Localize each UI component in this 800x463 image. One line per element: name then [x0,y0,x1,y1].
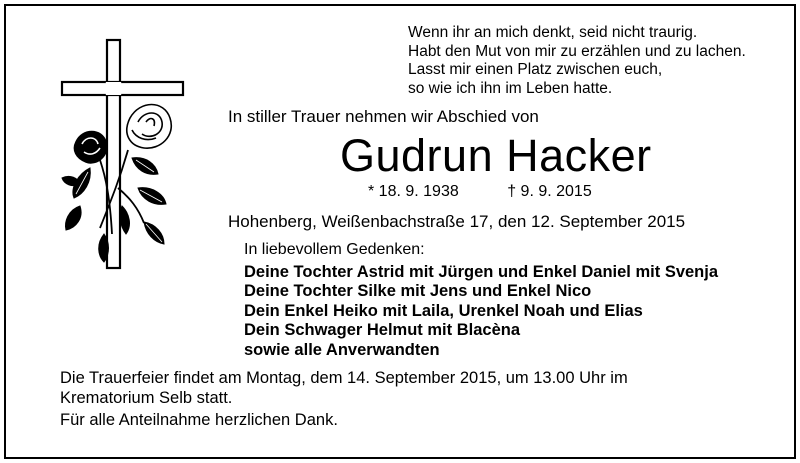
thanks-text: Für alle Anteilnahme herzlichen Dank. [60,411,338,429]
poem [408,24,746,98]
poem-line: so wie ich ihn im Leben hatte. [408,79,613,97]
cross-with-roses-icon [60,38,195,278]
mourners-list [244,263,718,360]
memory-heading: In liebevollem Gedenken: [244,241,425,258]
poem-line: Habt den Mut von mir zu erzählen und zu lachen. [408,42,746,60]
birth-date: * 18. 9. 1938 [368,183,459,200]
intro-text: In stiller Trauer nehmen wir Abschied von [228,107,539,126]
mourner-line: Deine Tochter Astrid mit Jürgen und Enkel Daniel mit Svenja [244,263,719,281]
funeral-line: Die Trauerfeier findet am Montag, dem 14. September 2015, um 13.00 Uhr im [60,369,628,387]
death-date: † 9. 9. 2015 [507,183,592,200]
poem-line: Lasst mir einen Platz zwischen euch, [408,61,663,78]
funeral-line: Krematorium Selb statt. [60,388,233,407]
funeral-info [60,369,628,408]
mourner-line: Dein Enkel Heiko mit Laila, Urenkel Noah und Elias [244,301,643,320]
place-date: Hohenberg, Weißenbachstraße 17, den 12. September 2015 [228,212,686,231]
poem-line: Wenn ihr an mich denkt, seid nicht traurig. [408,24,698,41]
life-dates [368,183,592,201]
mourner-line: Deine Tochter Silke mit Jens und Enkel Nico [244,282,592,301]
mourner-line: sowie alle Anverwandten [244,340,440,359]
deceased-name: Gudrun Hacker [340,130,652,181]
mourner-line: Dein Schwager Helmut mit Blacèna [244,321,520,340]
